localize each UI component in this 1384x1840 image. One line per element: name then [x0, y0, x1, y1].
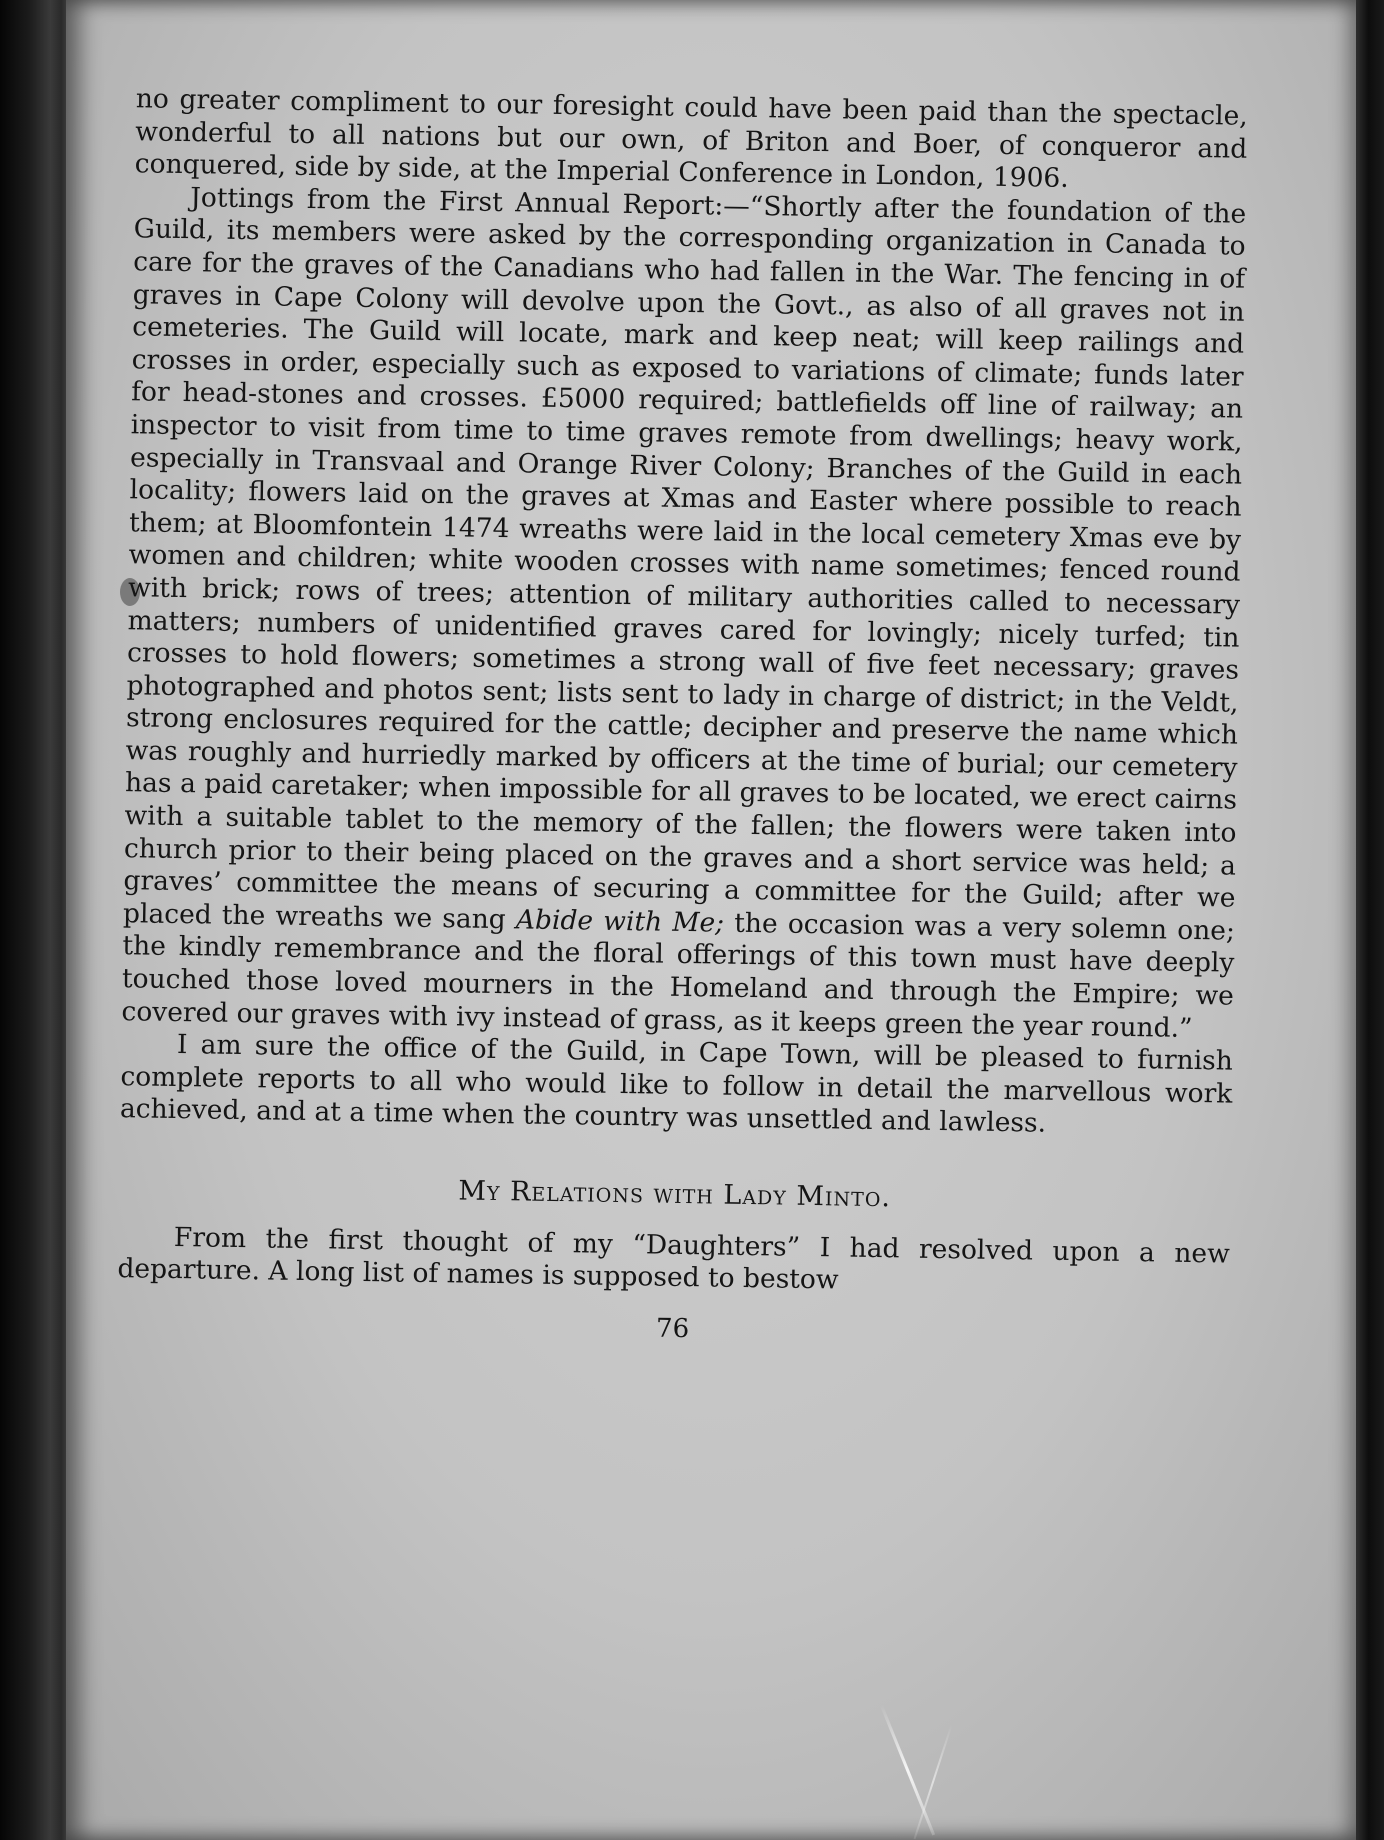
section-heading: My Relations with Lady Minto.: [458, 1175, 892, 1214]
hymn-title: Abide with Me;: [515, 904, 725, 939]
paragraph-continuation: no greater compliment to our foresight could have been paid than the spectacle, wonderful to all nations but our own, of Briton and Boer, of conqueror and conquered, side by side, at the Imperial Conference in London, 1906.: [134, 83, 1248, 195]
paragraph-jottings: [121, 181, 1246, 1046]
page-number: 76: [655, 1313, 690, 1344]
paper-crease: [880, 1705, 935, 1836]
jottings-text: Jottings from the First Annual Report:—“Shortly after the foundation of the Guild, its members were asked by the corresponding organization in Canada to care for the graves of the Canadians who had fallen in the War. The fencing in of graves in Cape Colony will devolve upon the Govt., as also of all graves not in cemeteries. The Guild will locate, mark and keep neat; will keep railings and crosses in order, especially such as exposed to variations of climate; funds later for head-stones and crosses. £5000 required; battlefields off line of railway; an inspector to visit from time to time graves remote from dwellings; heavy work, especially in Transvaal and Orange River Colony; Branches of the Guild in each locality; flowers laid on the graves at Xmas and Easter where possible to reach them; at Bloomfontein 1474 wreaths were laid in the local cemetery Xmas eve by women and children; white wooden crosses with name sometimes; fenced round with brick; rows of trees; attention of military authorities called to necessary matters; numbers of unidentified graves cared for lovingly; nicely turfed; tin crosses to hold flowers; sometimes a strong wall of five feet necessary; graves photographed and photos sent; lists sent to lady in charge of district; in the Veldt, strong enclosures required for the cattle; decipher and preserve the name which was roughly and hurriedly marked by officers at the time of burial; our cemetery has a paid caretaker; when impossible for all graves to be located, we erect cairns with a suitable tablet to the memory of the fallen; the flowers were taken into church prior to their being placed on the graves and a short service was held; a graves’ committee the means of securing a committee for the Guild; after we placed the wreaths we sang: [122, 181, 1247, 936]
paper-crease-secondary: [914, 1725, 953, 1840]
book-binding-shadow: [0, 0, 72, 1840]
page-text: [116, 83, 1248, 1354]
page-sheet: [66, 0, 1358, 1840]
paragraph-daughters: From the first thought of my “Daughters” I had resolved upon a new departure. A long list of names is supposed to bestow: [117, 1221, 1231, 1296]
page-edge-shadow: [1356, 0, 1384, 1840]
jottings-tail: the occasion was a very solemn one; the kindly remembrance and the floral offerings of this town must have deeply touched those loved mourners in the Homeland and through the Empire; we covered our graves with ivy instead of grass, as it keeps green the year round.”: [121, 907, 1236, 1044]
paragraph-guild-office: I am sure the office of the Guild, in Cape Town, will be pleased to furnish complete reports to all who would like to follow in detail the marvellous work achieved, and at a time when the country was unsettled and lawless.: [119, 1029, 1234, 1140]
